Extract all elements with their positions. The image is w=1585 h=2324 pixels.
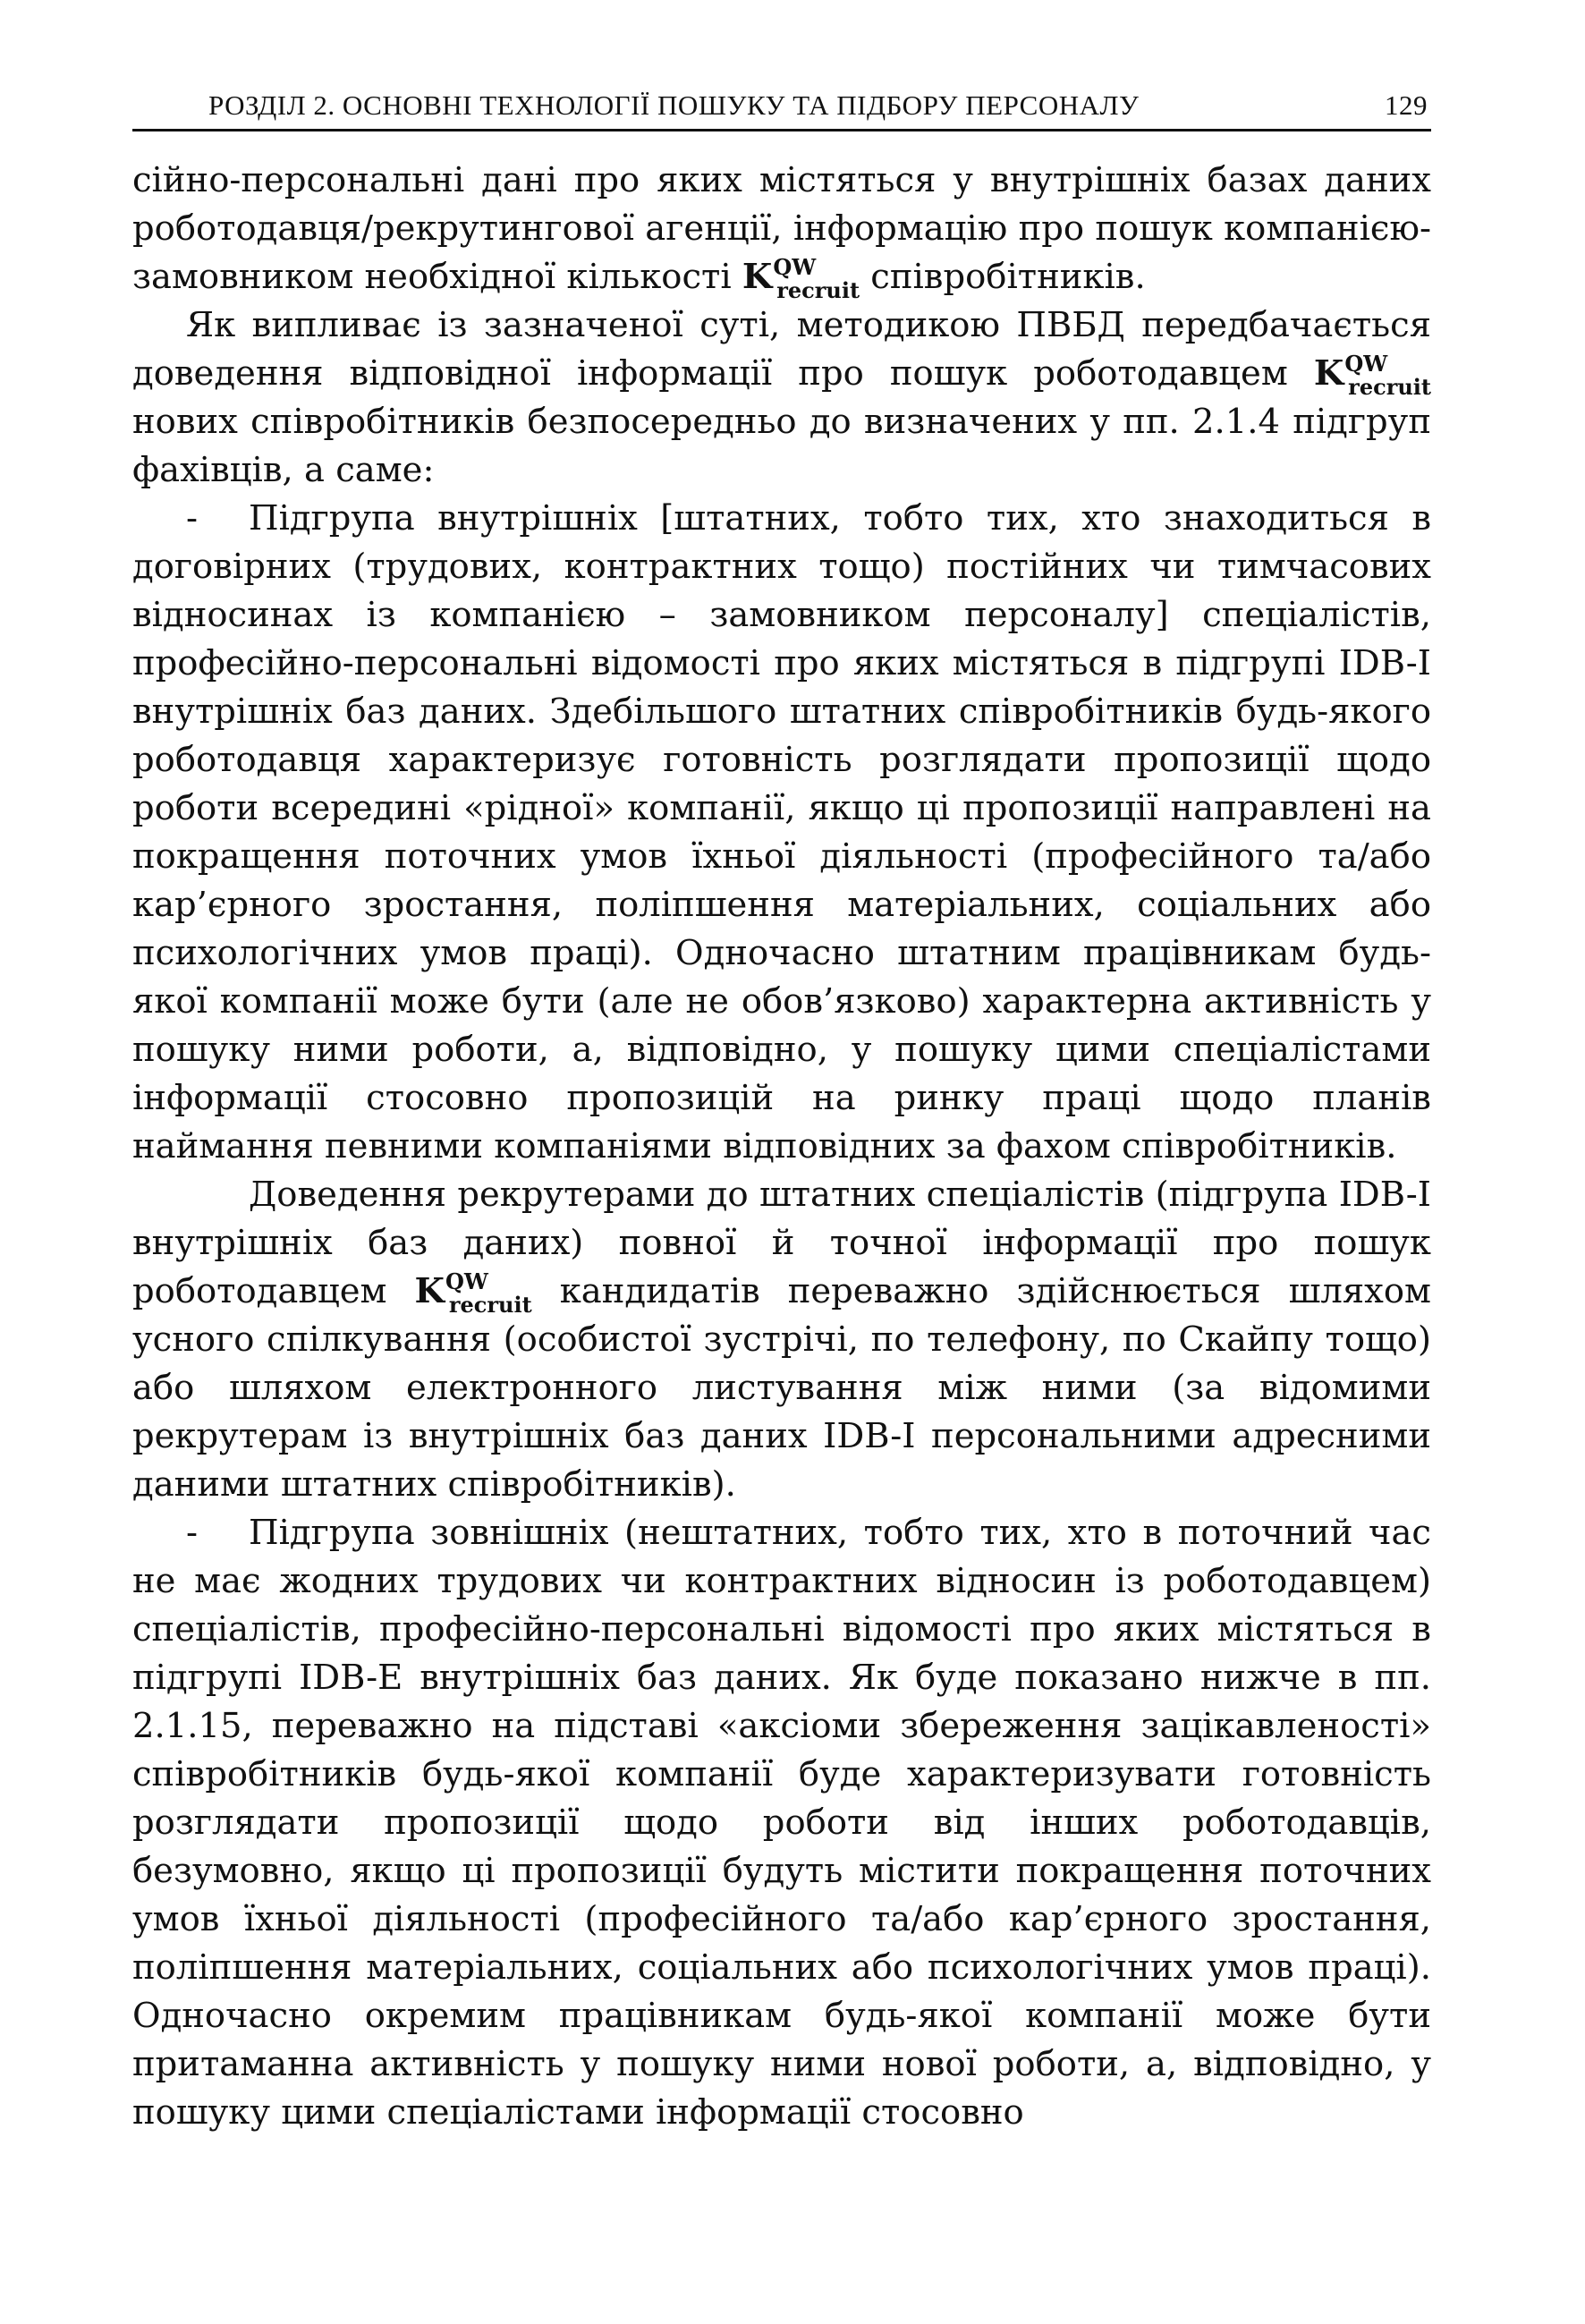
chapter-title: РОЗДІЛ 2. ОСНОВНІ ТЕХНОЛОГІЇ ПОШУКУ ТА ПІДБОРУ ПЕРСОНАЛУ — [208, 89, 1140, 121]
running-header — [132, 89, 1431, 131]
bullet-item-external-text: Підгрупа зовнішніх (нештатних, тобто тих, хто в поточний час не має жодних трудових чи контрактних відносин із роботодавцем) спеціалістів, професійно-персональні відомості про яких містяться в підгрупі IDB-E внутрішніх баз даних. Як буде показано нижче в пп. 2.1.15, переважно на підставі «аксіоми збереження зацікавленості» співробітників будь-якої компанії буде характеризувати готовність розглядати пропозиції щодо роботи від інших роботодавців, безумовно, якщо ці пропозиції будуть містити покращення поточних умов їхньої діяльності (професійного та/або кар’єрного зростання, поліпшення матеріальних, соціальних або психологічних умов праці). Одночасно окремим працівникам будь-якої компанії може бути притаманна активність у пошуку ними нової роботи, а, відповідно, у пошуку цими спеціалістами інформації стосовно — [132, 1513, 1431, 2133]
paragraph-3-text-b: кандидатів переважно здійснюється шляхом усного спілкування (особистої зустрічі, по телефону, по Скайпу тощо) або шляхом електронного листування між ними (за відомими рекрутерам із внутрішніх баз даних IDB-I персональними адресними даними штатних співробітників). — [132, 1271, 1431, 1505]
book-page — [132, 89, 1431, 2137]
body-text — [132, 157, 1431, 2137]
paragraph-2-text-b: нових співробітників безпосередньо до визначених у пп. 2.1.4 підгруп фахівців, а саме: — [132, 402, 1431, 490]
k-recruit-symbol: $K^{QW}_{recruit}$ — [414, 1268, 532, 1318]
paragraph-2 — [132, 301, 1431, 495]
paragraph-3-text-a: Доведення рекрутерами до штатних спеціалістів (підгрупа IDB-I внутрішніх баз даних) повної й точної інформації про пошук роботодавцем — [132, 1175, 1431, 1311]
bullet-item-external — [132, 1509, 1431, 2137]
paragraph-1-text-a: сійно-персональні дані про яких містяться у внутрішніх базах даних роботодавця/рекрутингової агенції, інформацію про пошук компанією-замовником необхідної кількості — [132, 160, 1431, 297]
k-recruit-symbol: $K^{QW}_{recruit}$ — [742, 254, 860, 303]
bullet-dash: - — [186, 498, 199, 539]
paragraph-3 — [132, 1171, 1431, 1509]
k-recruit-symbol: $K^{QW}_{recruit}$ — [1313, 351, 1431, 400]
bullet-item-internal-text: Підгрупа внутрішніх [штатних, тобто тих, хто знаходиться в договірних (трудових, контрактних тощо) постійних чи тимчасових відносинах із компанією – замовником персоналу] спеціалістів, професійно-персональні відомості про яких містяться в підгрупі IDB-I внутрішніх баз даних. Здебільшого штатних співробітників будь-якого роботодавця характеризує готовність розглядати пропозиції щодо роботи всередині «рідної» компанії, якщо ці пропозиції направлені на покращення поточних умов їхньої діяльності (професійного та/або кар’єрного зростання, поліпшення матеріальних, соціальних або психологічних умов праці). Одночасно штатним працівникам будь-якої компанії може бути (але не обов’язково) характерна активність у пошуку ними роботи, а, відповідно, у пошуку цими спеціалістами інформації стосовно пропозицій на ринку праці щодо планів наймання певними компаніями відповідних за фахом співробітників. — [132, 498, 1431, 1166]
paragraph-1-text-b: співробітників. — [860, 257, 1146, 297]
bullet-item-internal — [132, 495, 1431, 1171]
page-number: 129 — [1385, 89, 1428, 121]
paragraph-2-text-a: Як випливає із зазначеної суті, методикою ПВБД передбачається доведення відповідної інформації про пошук роботодавцем — [132, 305, 1431, 394]
paragraph-1 — [132, 157, 1431, 301]
bullet-dash: - — [186, 1513, 199, 1553]
